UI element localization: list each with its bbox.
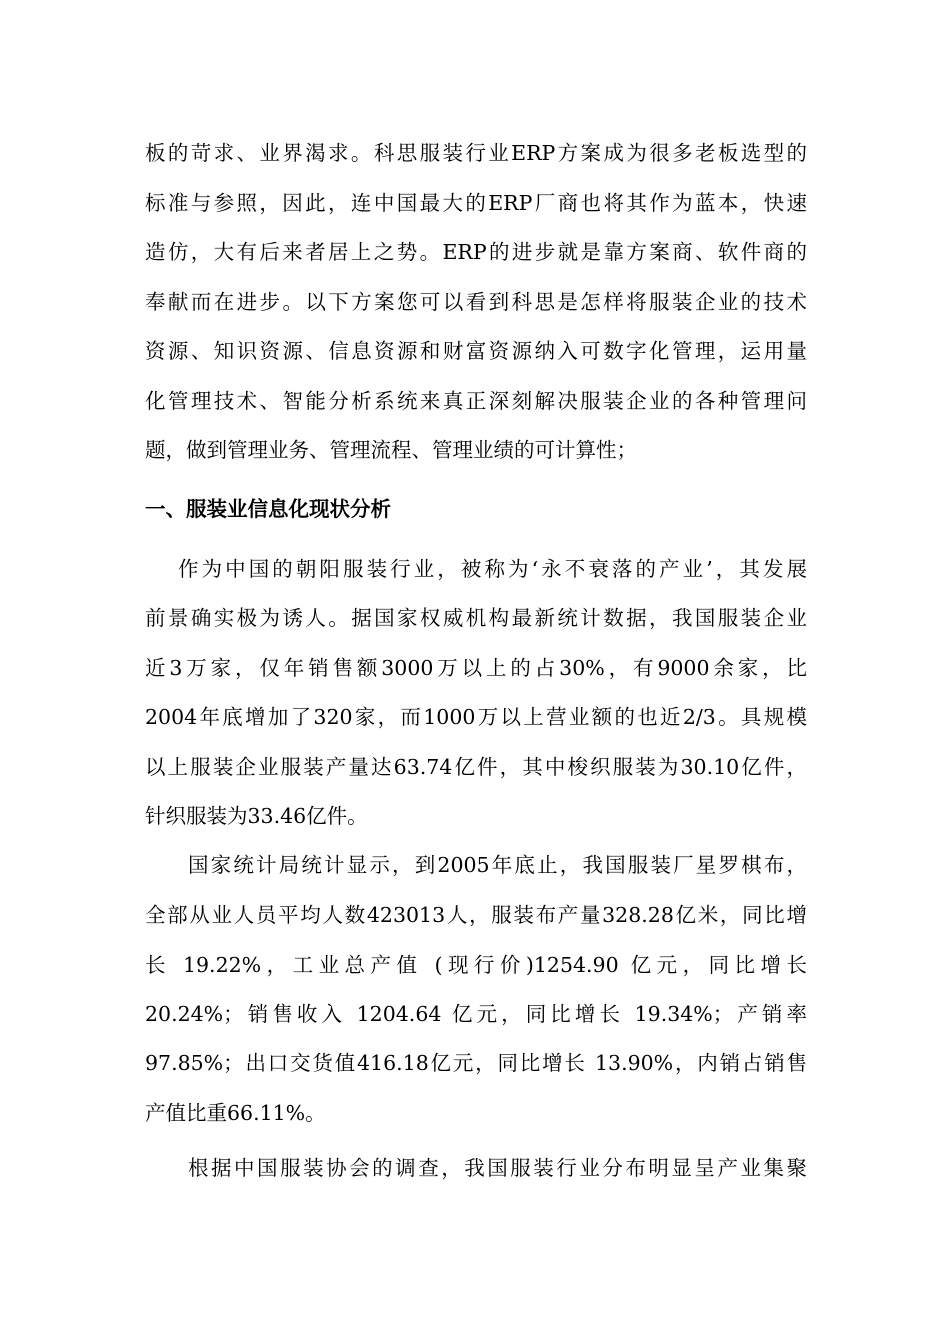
intro-line: 奉献而在进步。以下方案您可以看到科思是怎样将服装企业的技术: [145, 290, 807, 314]
paragraph-line: 国家统计局统计显示，到2005年底止，我国服装厂星罗棋布，: [188, 853, 807, 877]
intro-line: 题，做到管理业务、管理流程、管理业绩的可计算性；: [145, 438, 637, 462]
intro-line: 化管理技术、智能分析系统来真正深刻解决服装企业的各种管理问: [145, 389, 807, 413]
paragraph-line: 产值比重66.11%。: [145, 1101, 326, 1125]
section-heading: 一、服装业信息化现状分析: [145, 497, 391, 521]
intro-line: 造仿，大有后来者居上之势。ERP的进步就是靠方案商、软件商的: [145, 240, 807, 264]
paragraph-line: 针织服装为33.46亿件。: [145, 804, 368, 828]
paragraph-line: 97.85%；出口交货值416.18亿元，同比增长 13.90%，内销占销售: [145, 1051, 807, 1075]
paragraph-line: 长 19.22%，工业总产值 (现行价)1254.90 亿元，同比增长: [145, 953, 807, 977]
paragraph-line: 前景确实极为诱人。据国家权威机构最新统计数据，我国服装企业: [145, 606, 807, 630]
paragraph-line: 20.24%；销售收入 1204.64 亿元，同比增长 19.34%；产销率: [145, 1002, 807, 1026]
paragraph-line: 以上服装企业服装产量达63.74亿件，其中梭织服装为30.10亿件，: [145, 755, 807, 779]
paragraph-line: 近3万家，仅年销售额3000万以上的占30%，有9000余家，比: [145, 656, 807, 680]
intro-line: 资源、知识资源、信息资源和财富资源纳入可数字化管理，运用量: [145, 339, 807, 363]
paragraph-line: 2004年底增加了320家，而1000万以上营业额的也近2/3。具规模: [145, 705, 807, 729]
paragraph-line: 作为中国的朝阳服装行业，被称为‘永不衰落的产业’，其发展: [178, 557, 807, 581]
paragraph-line: 全部从业人员平均人数423013人，服装布产量328.28亿米，同比增: [145, 903, 807, 927]
intro-line: 标准与参照，因此，连中国最大的ERP厂商也将其作为蓝本，快速: [145, 191, 807, 215]
paragraph-line: 根据中国服装协会的调查，我国服装行业分布明显呈产业集聚: [188, 1156, 807, 1180]
intro-line: 板的苛求、业界渴求。科思服装行业ERP方案成为很多老板选型的: [145, 141, 807, 165]
